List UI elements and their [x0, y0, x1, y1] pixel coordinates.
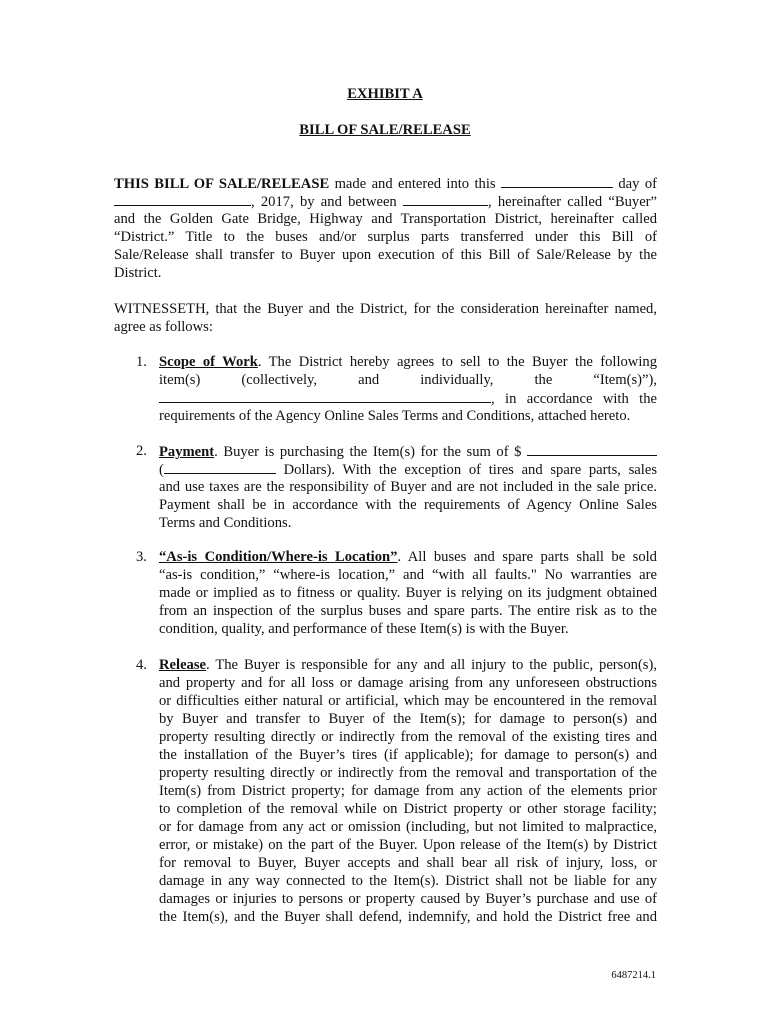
payment-words-blank: [164, 460, 276, 474]
clause-line: “As-is Condition/Where-is Location”. All buses and spare parts shall be sold: [159, 549, 657, 565]
day-blank: [501, 174, 613, 188]
clause-line: or difficulties either natural or artificial, which may be encountered in the removal: [159, 693, 657, 709]
clause-line: Item(s) from District property; for damage from any action of the elements prior: [159, 783, 657, 799]
intro-line-5: Sale/Release shall transfer to Buyer upon execution of this Bill of Sale/Release by the: [114, 247, 657, 263]
clause-line: the installation of the Buyer’s tires (if applicable); for damage to person(s) and: [159, 747, 657, 763]
clause-line: Release. The Buyer is responsible for any and all injury to the public, person(s),: [159, 657, 657, 673]
clause-line: , in accordance with the: [159, 389, 657, 407]
clause-heading: Release: [159, 657, 207, 673]
clause-heading: “As-is Condition/Where-is Location”: [159, 549, 398, 565]
clause-line: Scope of Work. The District hereby agrees to sell to the Buyer the following: [159, 354, 657, 370]
clause-line: or for damage from any act or omission (including, but not limited to malpractice,: [159, 819, 657, 835]
clause-number: 1.: [136, 354, 147, 370]
clause-line: and property and for all loss or damage arising from any unforeseen obstructions: [159, 675, 657, 691]
clause-line: damages or injuries to persons or property caused by Buyer’s purchase and use of: [159, 891, 657, 907]
clause-line: to completion of the removal while on District property or other storage facility;: [159, 801, 657, 817]
clause-line: condition, quality, and performance of these Item(s) is with the Buyer.: [159, 621, 569, 637]
clause-line: property resulting directly or indirectly from the removal and transportation of the: [159, 765, 657, 781]
clause-number: 2.: [136, 443, 147, 459]
exhibit-heading: EXHIBIT A: [347, 86, 423, 102]
clause-line: and use taxes are the responsibility of Buyer and are not included in the sale price.: [159, 479, 657, 495]
witnesseth-paragraph: [114, 300, 657, 336]
items-description-blank: [159, 389, 491, 403]
clause-line: requirements of the Agency Online Sales Terms and Conditions, attached hereto.: [159, 408, 631, 424]
document-title: BILL OF SALE/RELEASE: [299, 122, 471, 138]
clause-heading: Payment: [159, 444, 215, 460]
buyer-name-blank: [403, 192, 488, 206]
clause-line: for removal to Buyer, Buyer accepts and shall bear all risk of injury, loss, or: [159, 855, 657, 871]
intro-paragraph: [114, 174, 657, 282]
clause-line: error, or mistake) on the part of the Buyer. Upon release of the Item(s) by District: [159, 837, 657, 853]
clause-line: the Item(s), and the Buyer shall defend, indemnify, and hold the District free and: [159, 909, 657, 925]
clause-line: damage in any way connected to the Item(s). District shall not be liable for any: [159, 873, 657, 889]
clause-line: Terms and Conditions.: [159, 515, 292, 531]
clause-body: [159, 548, 657, 638]
clause-body: [159, 442, 657, 532]
clause-body: [159, 353, 657, 425]
clause-line: ( Dollars). With the exception of tires and spare parts, sales: [159, 462, 657, 478]
intro-line-2: , 2017, by and between , hereinafter called “Buyer”: [114, 192, 657, 210]
clause-body: [159, 656, 657, 926]
clause-line: “as-is condition,” “where-is location,” and “with all faults." No warranties are: [159, 567, 657, 583]
clause-number: 3.: [136, 549, 147, 565]
intro-line-4: “District.” Title to the buses and/or surplus parts transferred under this Bill of: [114, 229, 657, 245]
document-code: 6487214.1: [611, 970, 656, 981]
clause-line: by Buyer and transfer to Buyer of the Item(s); for damage to person(s) and: [159, 711, 657, 727]
intro-line-1: THIS BILL OF SALE/RELEASE made and entered into this day of: [114, 176, 657, 192]
intro-line-6: District.: [114, 265, 162, 281]
payment-amount-blank: [527, 442, 657, 456]
clause-line: made or implied as to fitness or quality. Buyer is relying on its judgment obtained: [159, 585, 657, 601]
clause-line: Payment shall be in accordance with the requirements of Agency Online Sales: [159, 497, 657, 513]
clause-line: Payment. Buyer is purchasing the Item(s) for the sum of $: [159, 442, 657, 460]
witnesseth-line-2: agree as follows:: [114, 319, 213, 335]
clause-number: 4.: [136, 657, 147, 673]
month-blank: [114, 192, 251, 206]
clause-heading: Scope of Work: [159, 354, 258, 370]
witnesseth-line-1: WITNESSETH, that the Buyer and the District, for the consideration hereinafter named,: [114, 301, 657, 317]
intro-lead: THIS BILL OF SALE/RELEASE: [114, 176, 330, 192]
clause-line: from an inspection of the surplus buses and spare parts. The entire risk as to the: [159, 603, 657, 619]
intro-line-3: and the Golden Gate Bridge, Highway and Transportation District, hereinafter called: [114, 211, 657, 227]
clause-line: item(s) (collectively, and individually, the “Item(s)”),: [159, 372, 657, 388]
clause-line: property resulting directly or indirectly from the removal of the existing tires and: [159, 729, 657, 745]
